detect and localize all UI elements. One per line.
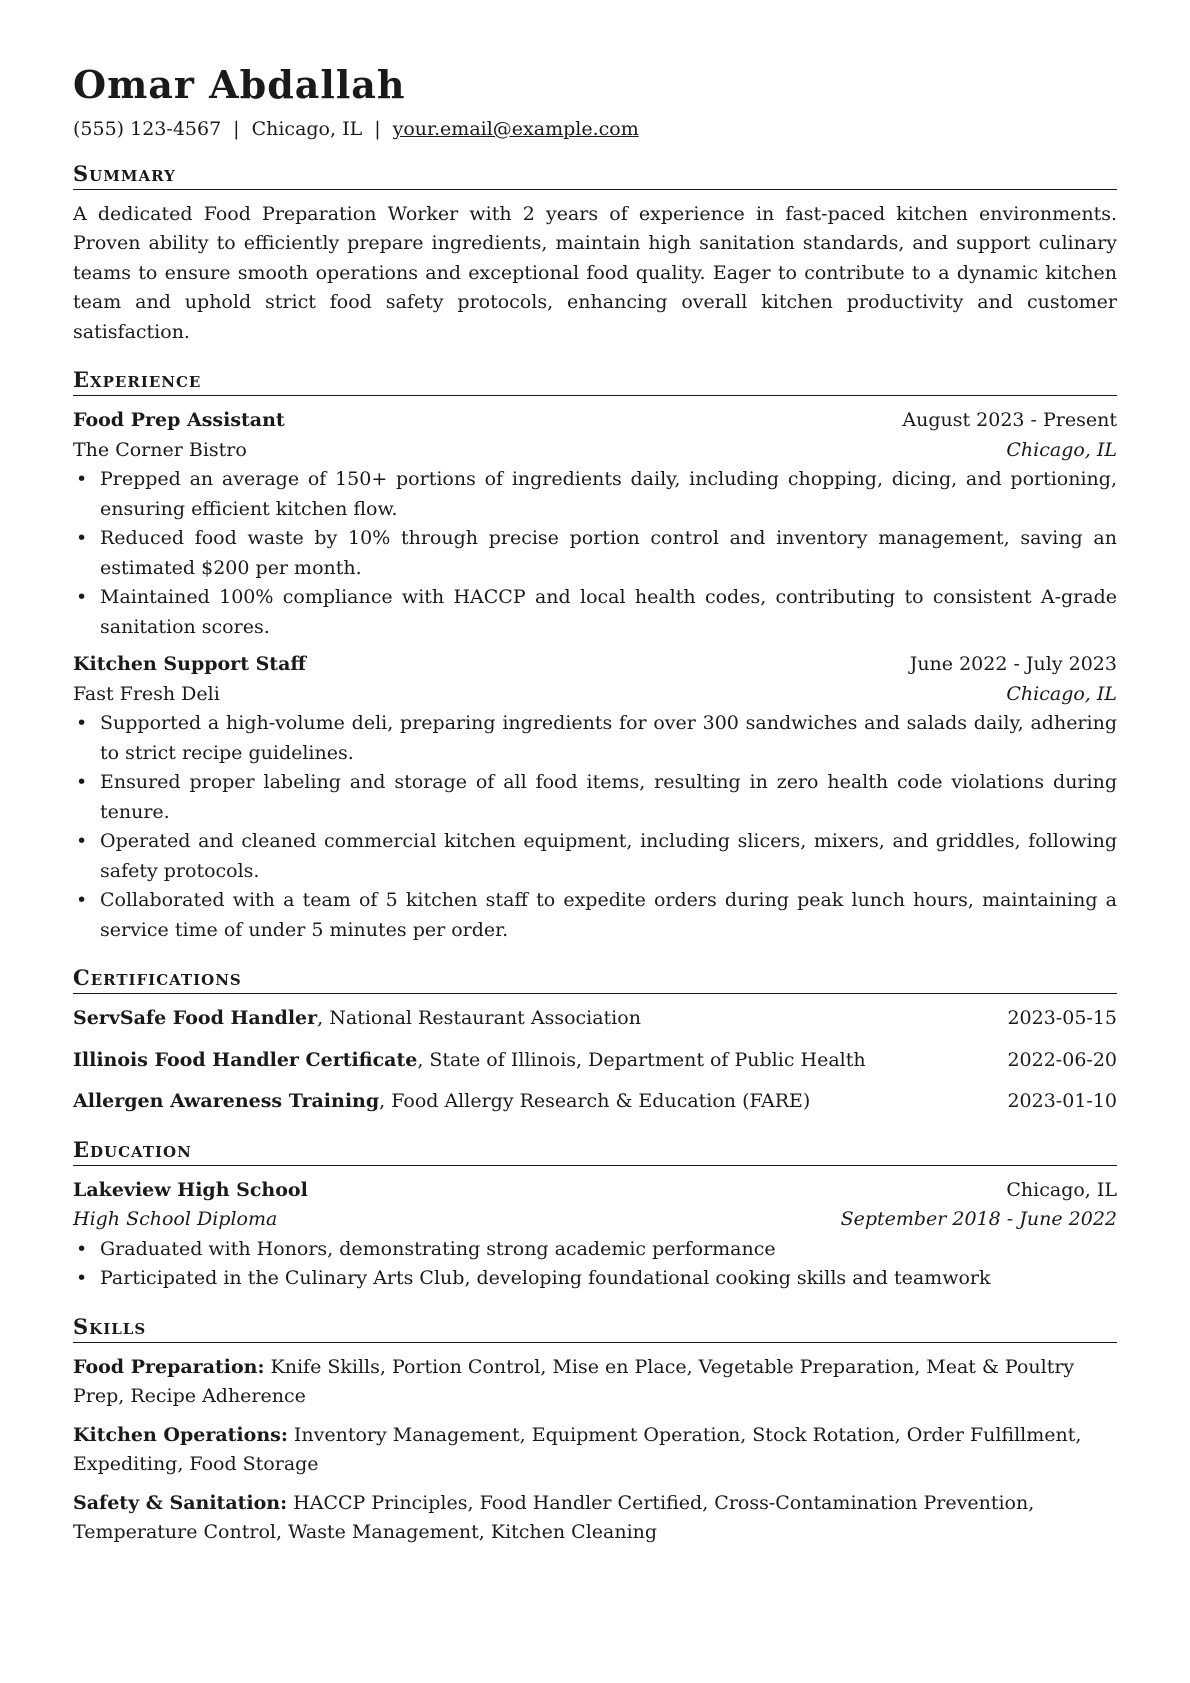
certification-issuer: , Food Allergy Research & Education (FARE) xyxy=(379,1090,811,1113)
email-link[interactable]: your.email@example.com xyxy=(392,118,639,140)
certification-issuer: , National Restaurant Association xyxy=(317,1007,641,1030)
job-role: Food Prep Assistant xyxy=(73,409,285,432)
job-dates: June 2022 - July 2023 xyxy=(909,653,1117,676)
location: Chicago, IL xyxy=(251,118,363,140)
section-title: Summary xyxy=(73,161,1117,190)
list-item: • Ensured proper labeling and storage of all food items, resulting in zero health code violations during tenure. xyxy=(100,768,1117,827)
education-bullets xyxy=(73,1235,1117,1294)
education-section xyxy=(73,1137,1117,1294)
job-location: Chicago, IL xyxy=(1006,438,1117,461)
list-item: • Supported a high-volume deli, preparing ingredients for over 300 sandwiches and salads daily, adhering to strict recipe guidelines. xyxy=(100,709,1117,768)
list-item: • Maintained 100% compliance with HACCP and local health codes, contributing to consistent A-grade sanitation scores. xyxy=(100,583,1117,642)
certification-name: Illinois Food Handler Certificate xyxy=(73,1048,418,1071)
section-title: Education xyxy=(73,1137,1117,1166)
list-item: • Reduced food waste by 10% through precise portion control and inventory management, saving an estimated $200 per month. xyxy=(100,524,1117,583)
education-degree-row xyxy=(73,1205,1117,1235)
certification-date: 2022-06-20 xyxy=(1007,1048,1117,1071)
separator: | xyxy=(233,118,240,140)
school-name: Lakeview High School xyxy=(73,1178,308,1201)
job-bullets xyxy=(73,709,1117,945)
job-header-row xyxy=(73,650,1117,680)
job-company: Fast Fresh Deli xyxy=(73,682,220,705)
certification-name: Allergen Awareness Training xyxy=(73,1090,380,1113)
job-role: Kitchen Support Staff xyxy=(73,653,306,676)
separator: | xyxy=(374,118,381,140)
skill-group-items: HACCP Principles, Food Handler Certified, Cross-Contamination Prevention, Temperature Control, Waste Management, Kitchen Cleaning xyxy=(73,1491,1035,1544)
skill-group-items: Inventory Management, Equipment Operation, Stock Rotation, Order Fulfillment, Expediting, Food Storage xyxy=(73,1423,1082,1476)
certification-issuer: , State of Illinois, Department of Public Health xyxy=(417,1048,866,1071)
experience-section xyxy=(73,367,1117,945)
certification-name: ServSafe Food Handler xyxy=(73,1007,318,1030)
school-location: Chicago, IL xyxy=(1006,1178,1117,1201)
section-title: Skills xyxy=(73,1314,1117,1343)
skills-section xyxy=(73,1314,1117,1548)
education-dates: September 2018 - June 2022 xyxy=(840,1208,1117,1231)
skill-group-items: Knife Skills, Portion Control, Mise en Place, Vegetable Preparation, Meat & Poultry Prep, Recipe Adherence xyxy=(73,1355,1075,1408)
contact-line xyxy=(73,118,1117,141)
degree: High School Diploma xyxy=(73,1208,278,1231)
job-company: The Corner Bistro xyxy=(73,438,247,461)
certification-text xyxy=(73,1004,641,1034)
phone: (555) 123-4567 xyxy=(73,118,222,140)
job-entry xyxy=(73,650,1117,945)
candidate-name: Omar Abdallah xyxy=(73,62,406,107)
summary-text: A dedicated Food Preparation Worker with 2 years of experience in fast-paced kitchen environments. Proven ability to efficiently prepare ingredients, maintain high sanitation standards, and support culinary teams to ensure smooth operations and exceptional food quality. Eager to contribute to a dynamic kitchen team and uphold strict food safety protocols, enhancing overall kitchen productivity and customer satisfaction. xyxy=(73,202,1117,343)
certification-row xyxy=(73,1046,1117,1076)
job-company-row xyxy=(73,436,1117,466)
list-item: • Participated in the Culinary Arts Club, developing foundational cooking skills and teamwork xyxy=(100,1264,1117,1294)
list-item: • Graduated with Honors, demonstrating strong academic performance xyxy=(100,1235,1117,1265)
certification-date: 2023-01-10 xyxy=(1007,1090,1117,1113)
certification-text xyxy=(73,1087,810,1117)
skill-group xyxy=(73,1421,1117,1480)
section-title: Certifications xyxy=(73,965,1117,994)
job-header-row xyxy=(73,406,1117,436)
job-company-row xyxy=(73,680,1117,710)
skill-group-label: Food Preparation: xyxy=(73,1355,265,1378)
certification-row xyxy=(73,1087,1117,1117)
certification-text xyxy=(73,1046,866,1076)
certifications-section xyxy=(73,965,1117,1117)
education-header-row xyxy=(73,1176,1117,1206)
list-item: • Collaborated with a team of 5 kitchen staff to expedite orders during peak lunch hours, maintaining a service time of under 5 minutes per order. xyxy=(100,886,1117,945)
list-item: • Prepped an average of 150+ portions of ingredients daily, including chopping, dicing, and portioning, ensuring efficient kitchen flow. xyxy=(100,465,1117,524)
skill-group xyxy=(73,1489,1117,1548)
certification-row xyxy=(73,1004,1117,1034)
job-dates: August 2023 - Present xyxy=(902,409,1117,432)
skill-group-label: Kitchen Operations: xyxy=(73,1423,288,1446)
skill-group xyxy=(73,1353,1117,1412)
summary-section xyxy=(73,161,1117,348)
section-title: Experience xyxy=(73,367,1117,396)
list-item: • Operated and cleaned commercial kitchen equipment, including slicers, mixers, and griddles, following safety protocols. xyxy=(100,827,1117,886)
job-location: Chicago, IL xyxy=(1006,682,1117,705)
skill-group-label: Safety & Sanitation: xyxy=(73,1491,288,1514)
certification-date: 2023-05-15 xyxy=(1007,1007,1117,1030)
job-bullets xyxy=(73,465,1117,642)
job-entry xyxy=(73,406,1117,642)
